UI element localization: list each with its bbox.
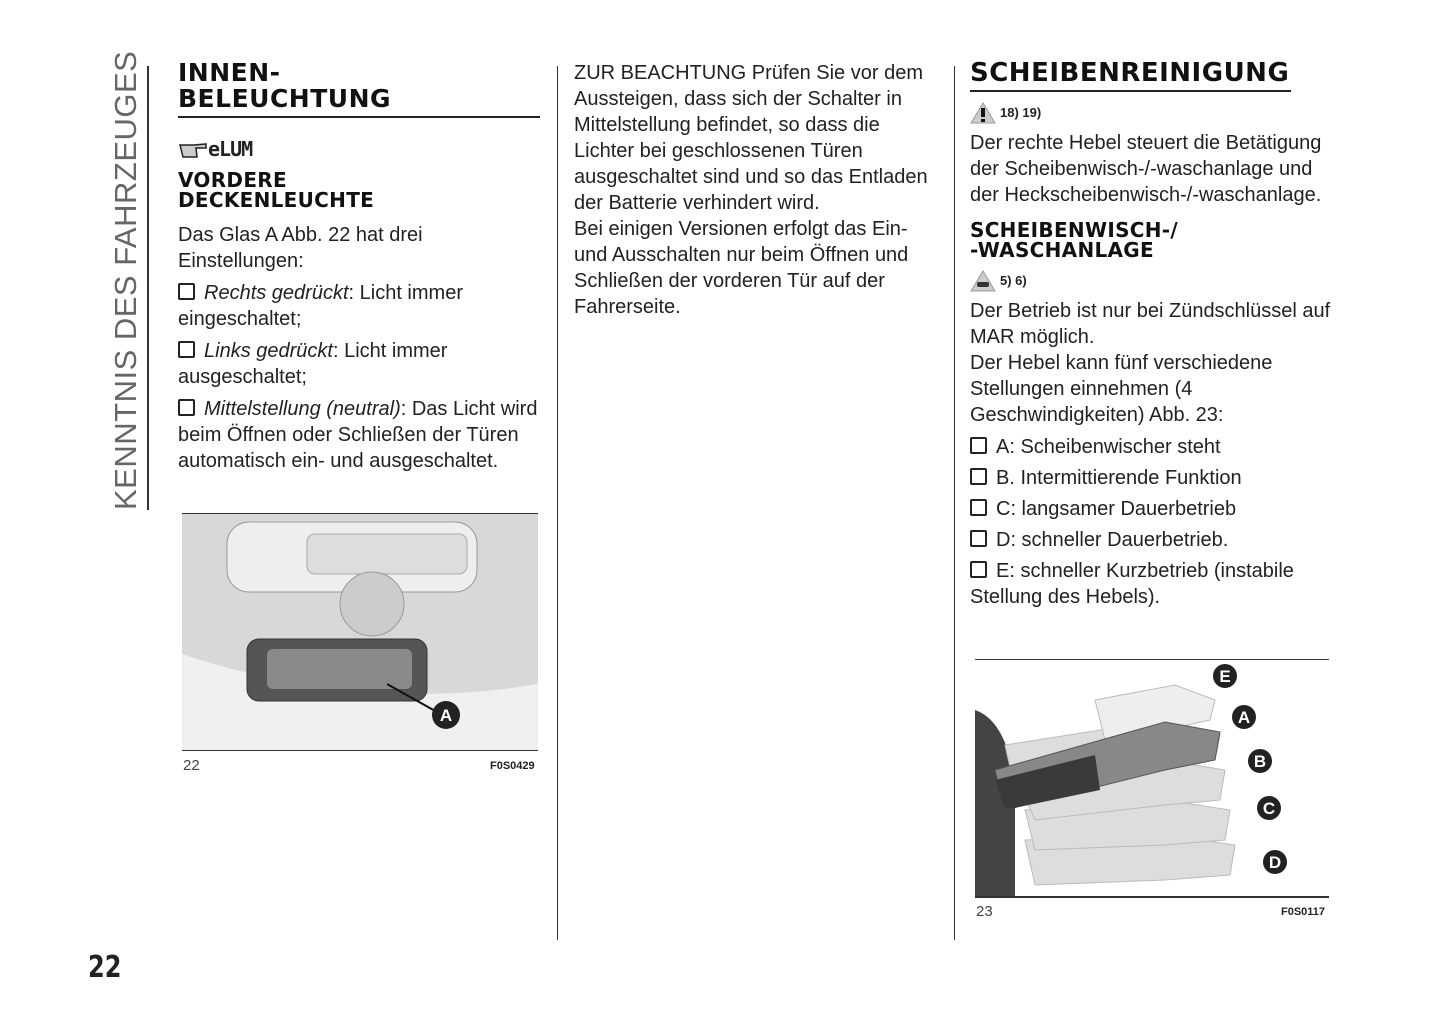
- car-refs: [970, 268, 1338, 294]
- list-item: [970, 496, 1338, 522]
- checkbox-bullet-icon: [970, 468, 987, 485]
- pointing-hand-icon: [178, 139, 208, 159]
- figure-23-image: [975, 659, 1329, 898]
- item-text: A: Scheibenwischer steht: [996, 436, 1221, 458]
- column-divider: [557, 66, 558, 940]
- page-number: 22: [88, 950, 122, 985]
- checkbox-bullet-icon: [178, 341, 195, 358]
- ceiling-light-illustration: [182, 514, 538, 750]
- checkbox-bullet-icon: [970, 499, 987, 516]
- item-text: D: schneller Dauerbetrieb.: [996, 529, 1229, 551]
- item-term: Mittelstellung (neutral): [204, 398, 401, 420]
- wiper-lever-illustration: [975, 660, 1329, 898]
- checkbox-bullet-icon: [970, 561, 987, 578]
- item-text: B. Intermittierende Funktion: [996, 467, 1242, 489]
- subsection-title: SCHEIBENWISCH-/ -WASCHANLAGE: [970, 218, 1178, 262]
- elum-label: eLUM: [208, 137, 253, 161]
- item-text: C: langsamer Dauerbetrieb: [996, 498, 1237, 520]
- sidebar-title: KENNTNIS DES FAHRZEUGES: [108, 50, 143, 510]
- item-term: Rechts gedrückt: [204, 282, 349, 304]
- checkbox-bullet-icon: [178, 399, 195, 416]
- car-ref-numbers: 5) 6): [1000, 273, 1027, 288]
- section-title: INNEN- BELEUCHTUNG: [178, 60, 540, 118]
- column-divider: [954, 66, 955, 940]
- checkbox-bullet-icon: [178, 283, 195, 300]
- sidebar-divider: [147, 66, 149, 510]
- figure-number: 22: [183, 757, 200, 774]
- list-item: [178, 280, 540, 332]
- list-item: [970, 558, 1338, 610]
- column-3: [970, 60, 1338, 616]
- intro-text: Das Glas A Abb. 22 hat drei Einstellungen:: [178, 224, 423, 272]
- figure-number: 23: [976, 903, 993, 920]
- figure-22-image: [182, 513, 538, 751]
- item-text: : Das Licht wird beim Öffnen oder Schließen der Türen automatisch ein- und ausgeschaltet.: [178, 398, 538, 472]
- figure-code: F0S0117: [1281, 906, 1326, 918]
- figure-bottom-rule: [975, 896, 1329, 898]
- item-text: E: schneller Kurzbetrieb (instabile Stellung des Hebels).: [970, 560, 1294, 608]
- list-item: [178, 396, 540, 474]
- checkbox-bullet-icon: [970, 530, 987, 547]
- list-item: [970, 465, 1338, 491]
- body-paragraph: Bei einigen Versionen erfolgt das Ein- und Ausschalten nur beim Öffnen und Schließen der vorderen Tür auf der Fahrerseite.: [574, 218, 909, 318]
- car-warning-icon: [970, 269, 996, 293]
- section-title: SCHEIBENREINIGUNG: [970, 60, 1291, 92]
- list-item: [178, 338, 540, 390]
- body-paragraph: Der Betrieb ist nur bei Zündschlüssel auf MAR möglich.: [970, 300, 1331, 348]
- figure-label-a: A: [1237, 708, 1251, 727]
- item-text: : Licht immer eingeschaltet;: [178, 282, 463, 330]
- list-item: [970, 434, 1338, 460]
- warning-triangle-icon: [970, 101, 996, 125]
- item-term: Links gedrückt: [204, 340, 333, 362]
- subsection-title: VORDERE DECKENLEUCHTE: [178, 168, 375, 212]
- column-1: [178, 60, 540, 480]
- list-item: [970, 527, 1338, 553]
- checkbox-bullet-icon: [970, 437, 987, 454]
- note-paragraph: ZUR BEACHTUNG Prüfen Sie vor dem Aussteigen, dass sich der Schalter in Mittelstellung befindet, so dass die Lichter bei geschlossenen Türen ausgeschaltet sind und so das Entladen der Batterie verhindert wird.: [574, 62, 928, 214]
- item-text: : Licht immer ausgeschaltet;: [178, 340, 448, 388]
- figure-label-c: C: [1262, 799, 1276, 818]
- elum-badge: [178, 136, 540, 162]
- figure-label-d: D: [1268, 853, 1282, 872]
- intro-text: Der rechte Hebel steuert die Betätigung der Scheibenwisch-/-waschanlage und der Heckscheibenwisch-/-waschanlage.: [970, 132, 1322, 206]
- column-2: [574, 60, 944, 326]
- figure-label-a: A: [439, 706, 453, 725]
- figure-label-e: E: [1219, 667, 1231, 686]
- body-paragraph: Der Hebel kann fünf verschiedene Stellungen einnehmen (4 Geschwindigkeiten) Abb. 23:: [970, 352, 1273, 426]
- figure-code: F0S0429: [490, 760, 535, 772]
- warning-ref-numbers: 18) 19): [1000, 105, 1042, 120]
- figure-label-b: B: [1253, 752, 1267, 771]
- warning-refs: [970, 100, 1338, 126]
